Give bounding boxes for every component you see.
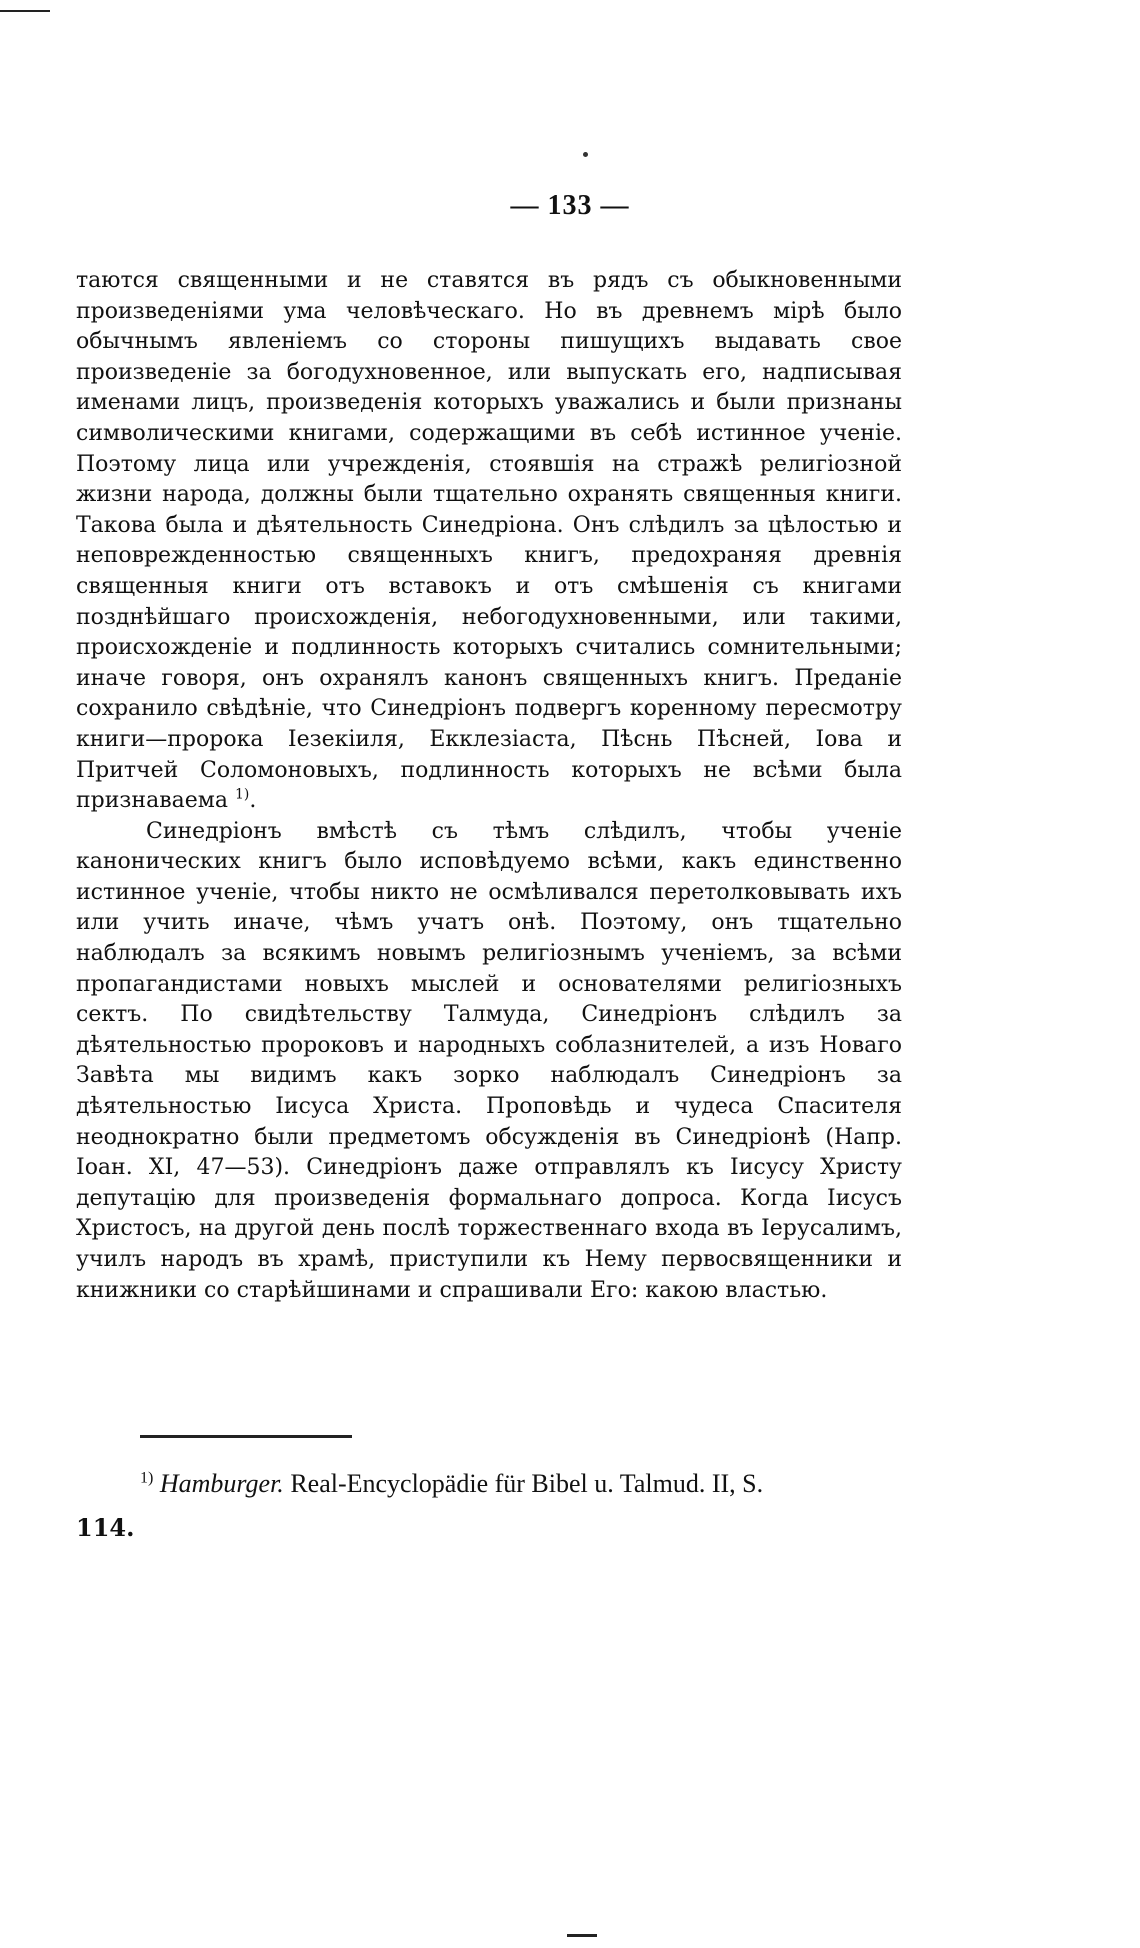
footnote-text: Real-Encyclopädie für Bibel u. Talmud. II, S. xyxy=(290,1469,764,1498)
paragraph-2: Синедріонъ вмѣстѣ съ тѣмъ слѣдилъ, чтобы ученіе канонических книгъ было исповѣдуемо всѣми, какъ единственно истинное ученіе, чтобы никто не осмѣливался перетолковывать ихъ или учить иначе, чѣмъ учатъ онѣ. Поэтому, онъ тщательно наблюдалъ за всякимъ новымъ религіознымъ ученіемъ, за всѣми пропагандистами новыхъ мыслей и основателями религіозныхъ сектъ. По свидѣтельству Талмуда, Синедріонъ слѣдилъ за дѣятельностью пророковъ и народныхъ соблазнителей, а изъ Новаго Завѣта мы видимъ какъ зорко наблюдалъ Синедріонъ за дѣятельностью Іисуса Христа. Проповѣдь и чудеса Спасителя неоднократно были предметомъ обсужденія въ Синедріонѣ (Напр. Іоан. XI, 47—53). Синедріонъ даже отправлялъ къ Іисусу Христу депутацію для произведенія формальнаго допроса. Когда Іисусъ Христосъ, на другой день послѣ торжественнаго входа въ Іерусалимъ, училъ народъ въ храмѣ, приступили къ Нему первосвященники и книжники со старѣйшинами и спрашивали Его: какою властью. xyxy=(76,818,902,1303)
footnote-page: 114. xyxy=(76,1513,135,1542)
footnote xyxy=(76,1462,902,1550)
paragraph-1-text: таются священными и не ставятся въ рядъ съ обыкновенными произведеніями ума человѣческаго. Но въ древнемъ мірѣ было обычнымъ явленіемъ со стороны пишущихъ выдавать свое произведеніе за богодухновенное, или выпускать его, надписывая именами лицъ, произведенія которыхъ уважались и были признаны символическими книгами, содержащими въ себѣ истинное ученіе. Поэтому лица или учрежденія, стоявшія на стражѣ религіозной жизни народа, должны были тщательно охранять священныя книги. Такова была и дѣятельность Синедріона. Онъ слѣдилъ за цѣлостью и неповрежденностью священныхъ книгъ, предохраняя древнія священныя книги отъ вставокъ и отъ смѣшенія съ книгами позднѣйшаго происхожденія, небогодухновенными, или такими, происхожденіе и подлинность которыхъ считались сомнительными; иначе говоря, онъ охранялъ канонъ священныхъ книгъ. Преданіе сохранило свѣдѣніе, что Синедріонъ подвергъ коренному пересмотру книги—пророка Іезекіиля, Екклезіаста, Пѣснь Пѣсней, Іова и Притчей Соломоновыхъ, подлинность которыхъ не всѣми была признаваема xyxy=(76,268,902,814)
footnote-author: Hamburger. xyxy=(159,1469,284,1498)
paragraph-1 xyxy=(76,266,902,817)
footnote-separator xyxy=(140,1435,352,1438)
top-left-rule xyxy=(0,10,50,12)
main-text xyxy=(76,266,902,1306)
footnote-line xyxy=(76,1462,902,1506)
footnote-reference: 1) xyxy=(234,786,250,803)
paragraph-1-end: . xyxy=(249,788,257,814)
footnote-number: 1) xyxy=(140,1469,154,1487)
bottom-mark xyxy=(567,1934,597,1937)
ink-dot xyxy=(583,152,588,157)
page-number-header: — 133 — xyxy=(510,190,630,221)
